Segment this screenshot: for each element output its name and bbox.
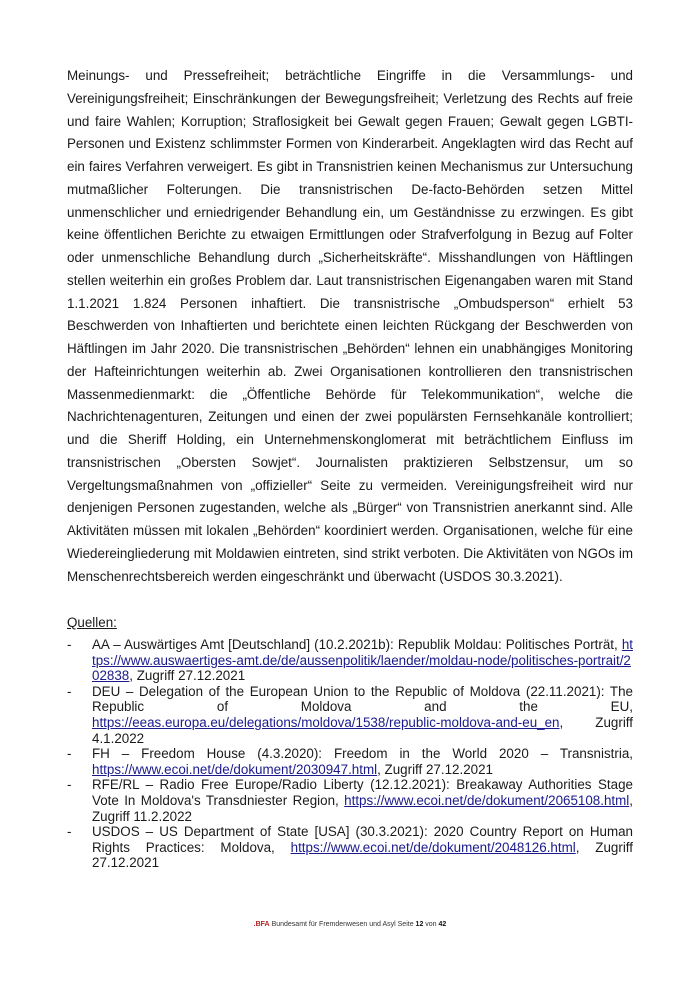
source-access-date: , Zugriff 27.12.2021 bbox=[377, 761, 493, 777]
source-item-fh bbox=[67, 746, 633, 777]
source-text: RFE/RL – Radio Free Europe/Radio Liberty (12.12.2021): Breakaway Authorities Stage Vote In Moldova's Transdniester Region, bbox=[92, 777, 633, 808]
footer-page-total: 42 bbox=[438, 921, 447, 928]
source-link-usdos[interactable]: https://www.ecoi.net/de/dokument/2048126.html bbox=[290, 839, 576, 855]
source-text: DEU – Delegation of the European Union to the Republic of Moldova (22.11.2021): The Republic of Moldova and the EU, bbox=[92, 683, 633, 715]
sources-list bbox=[67, 637, 633, 871]
footer-of: von bbox=[423, 921, 439, 928]
source-item-usdos bbox=[67, 824, 633, 871]
bullet-dash: - bbox=[67, 683, 72, 699]
sources-heading: Quellen: bbox=[67, 615, 117, 630]
source-item-rferl bbox=[67, 777, 633, 824]
source-access-date: , Zugriff 4.1.2022 bbox=[92, 714, 633, 746]
source-link-aa[interactable]: https://www.auswaertiges-amt.de/de/aussenpolitik/laender/moldau-node/politisches-portrait/202838 bbox=[92, 637, 633, 684]
source-access-date: , Zugriff 27.12.2021 bbox=[92, 839, 633, 871]
source-link-fh[interactable]: https://www.ecoi.net/de/dokument/2030947.html bbox=[92, 761, 378, 777]
bullet-dash: - bbox=[67, 824, 72, 840]
source-item-deu bbox=[67, 684, 633, 746]
bullet-dash: - bbox=[67, 746, 72, 762]
source-access-date: , Zugriff 11.2.2022 bbox=[92, 792, 633, 824]
bullet-dash: - bbox=[67, 637, 72, 652]
footer-page-number: 12 bbox=[415, 921, 424, 928]
source-access-date: , Zugriff 27.12.2021 bbox=[129, 668, 246, 684]
source-item-aa bbox=[67, 637, 633, 684]
source-text: USDOS – US Department of State [USA] (30.3.2021): 2020 Country Report on Human Rights Practices: Moldova, bbox=[92, 824, 633, 855]
bfa-logo-text: .BFA bbox=[253, 921, 270, 928]
source-text: FH – Freedom House (4.3.2020): Freedom in the World 2020 – Transnistria, bbox=[92, 746, 633, 762]
source-text: AA – Auswärtiges Amt [Deutschland] (10.2.2021b): Republik Moldau: Politisches Porträt, bbox=[92, 637, 622, 652]
bullet-dash: - bbox=[67, 777, 72, 793]
page-footer bbox=[0, 921, 700, 928]
source-link-rferl[interactable]: https://www.ecoi.net/de/dokument/2065108.html bbox=[344, 792, 630, 808]
body-paragraph: Meinungs- und Pressefreiheit; beträchtliche Eingriffe in die Versammlungs- und Vereinigungsfreiheit; Einschränkungen der Bewegungsfreiheit; Verletzung des Rechts auf freie und faire Wahlen; Korruption; Straflosigkeit bei Gewalt gegen Frauen; Gewalt gegen LGBTI-Personen und Existenz schlimmster Formen von Kinderarbeit. Angeklagten wird das Recht auf ein faires Verfahren verweigert. Es gibt in Transnistrien keinen Mechanismus zur Untersuchung mutmaßlicher Folterungen. Die transnistrischen De-facto-Behörden setzen Mittel unmenschlicher und erniedrigender Behandlung ein, um Geständnisse zu erzwingen. Es gibt keine öffentlichen Berichte zu etwaigen Ermittlungen oder Strafverfolgung in Bezug auf Folter oder unmenschliche Behandlung durch „Sicherheitskräfte“. Misshandlungen von Häftlingen stellen weiterhin ein großes Problem dar. Laut transnistrischen Eigenangaben waren mit Stand 1.1.2021 1.824 Personen inhaftiert. Die transnistrische „Ombudsperson“ erhielt 53 Beschwerden von Inhaftierten und berichtete einen leichten Rückgang der Beschwerden von Häftlingen im Jahr 2020. Die transnistrischen „Behörden“ lehnen ein unabhängiges Monitoring der Hafteinrichtungen weiterhin ab. Zwei Organisationen kontrollieren den transnistrischen Massenmedienmarkt: die „Öffentliche Behörde für Telekommunikation“, welche die Nachrichtenagenturen, Zeitungen und einen der zwei populärsten Fernsehkanäle kontrolliert; und die Sheriff Holding, ein Unternehmenskonglomerat mit beträchtlichem Einfluss im transnistrischen „Obersten Sowjet“. Journalisten praktizieren Selbstzensur, um so Vergeltungsmaßnahmen von „offizieller“ Seite zu vermeiden. Vereinigungsfreiheit wird nur denjenigen Personen zugestanden, welche als „Bürger“ von Transnistrien anerkannt sind. Alle Aktivitäten müssen mit lokalen „Behörden“ koordiniert werden. Organisationen, welche für eine Wiedereingliederung mit Moldawien eintreten, sind strikt verboten. Die Aktivitäten von NGOs im Menschenrechtsbereich werden eingeschränkt und überwacht (USDOS 30.3.2021). bbox=[67, 68, 633, 584]
footer-org: Bundesamt für Fremdenwesen und Asyl Seite bbox=[269, 921, 416, 928]
source-link-deu[interactable]: https://eeas.europa.eu/delegations/moldova/1538/republic-moldova-and-eu_en bbox=[92, 714, 560, 730]
